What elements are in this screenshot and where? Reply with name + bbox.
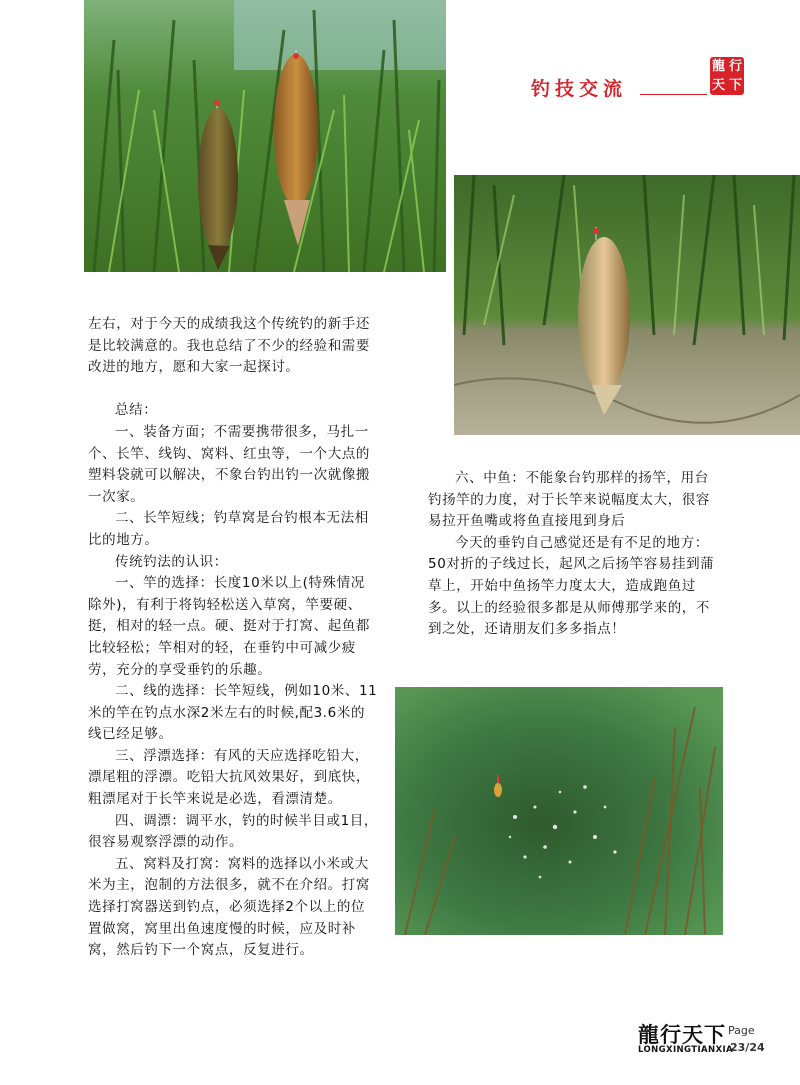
- paragraph: 四、调漂：调平水，钓的时候半目或1目，很容易观察浮漂的动作。: [88, 812, 378, 851]
- paragraph: 六、中鱼：不能象台钓那样的扬竿，用台钓扬竿的力度，对于长竿来说幅度太大，很容易拉开鱼嘴或将鱼直接甩到身后: [428, 470, 710, 530]
- paragraph: 二、长竿短线；钓草窝是台钓根本无法相比的地方。: [88, 510, 369, 548]
- footer-brand-pinyin: LONGXINGTIANXIA: [638, 1045, 734, 1055]
- paragraph: 一、装备方面；不需要携带很多，马扎一个、长竿、线钩、窝料、红虫等，一个大点的塑料袋就可以解决，不象台钓出钓一次就像搬一次家。: [88, 423, 370, 505]
- footer-page-label: Page: [728, 1024, 755, 1037]
- paragraph: 今天的垂钓自己感觉还是有不足的地方：50对折的子线过长，起风之后扬竿容易挂到蒲草上，开始中鱼扬竿力度太大，造成跑鱼过多。以上的经验很多都是从师傅那学来的，不到之处，还请朋友们多多指点！: [428, 534, 715, 638]
- footer-brand-logo: 龍行天下: [638, 1022, 726, 1047]
- seal-char: 天: [711, 78, 725, 93]
- photo-float-on-water: [395, 687, 723, 935]
- paragraph: 五、窝料及打窝：窝料的选择以小米或大米为主，泡制的方法很多，就不在介绍。打窝选择打窝器送到钓点，必须选择2个以上的位置做窝，窝里出鱼速度慢的时候，应及时补窝，然后钓下一个窝点，反复进行。: [88, 855, 370, 959]
- title-rule: [640, 94, 707, 95]
- seal-char: 龍: [711, 59, 725, 74]
- article-left-column: [88, 314, 378, 962]
- paragraph: 二、线的选择：长竿短线，例如10米、11米的竿在钓点水深2米左右的时候,配3.6米的线已经足够。: [88, 683, 378, 743]
- footer-page-number: 23/24: [730, 1041, 765, 1054]
- paragraph-gap: [88, 379, 378, 401]
- paragraph: 一、竿的选择：长度10米以上(特殊情况除外)，有利于将钩轻松送入草窝，竿要硬、挺，相对的轻一点。硬、挺对于打窝、起鱼都比较轻松；竿相对的轻，在垂钓中可减少疲劳，充分的享受垂钓的乐趣。: [88, 575, 370, 678]
- seal-char: 下: [728, 78, 742, 93]
- photo-single-fish-on-shore: [454, 175, 800, 435]
- brand-seal-logo: [710, 57, 744, 95]
- paragraph: 左右，对于今天的成绩我这个传统钓的新手还是比较满意的。我也总结了不少的经验和需要改进的地方，愿和大家一起探讨。: [88, 316, 370, 376]
- photo-two-fish-in-reeds: [84, 0, 446, 272]
- paragraph: 传统钓法的认识：: [115, 553, 228, 570]
- seal-char: 行: [728, 59, 742, 74]
- paragraph: 三、浮漂选择：有风的天应选择吃铅大，漂尾粗的浮漂。吃铅大抗风效果好，到底快，粗漂尾对于长竿来说是必选，看漂清楚。: [88, 747, 370, 808]
- article-right-column: [428, 468, 720, 641]
- section-title: 钓技交流: [531, 78, 628, 100]
- paragraph: 总结：: [115, 402, 158, 419]
